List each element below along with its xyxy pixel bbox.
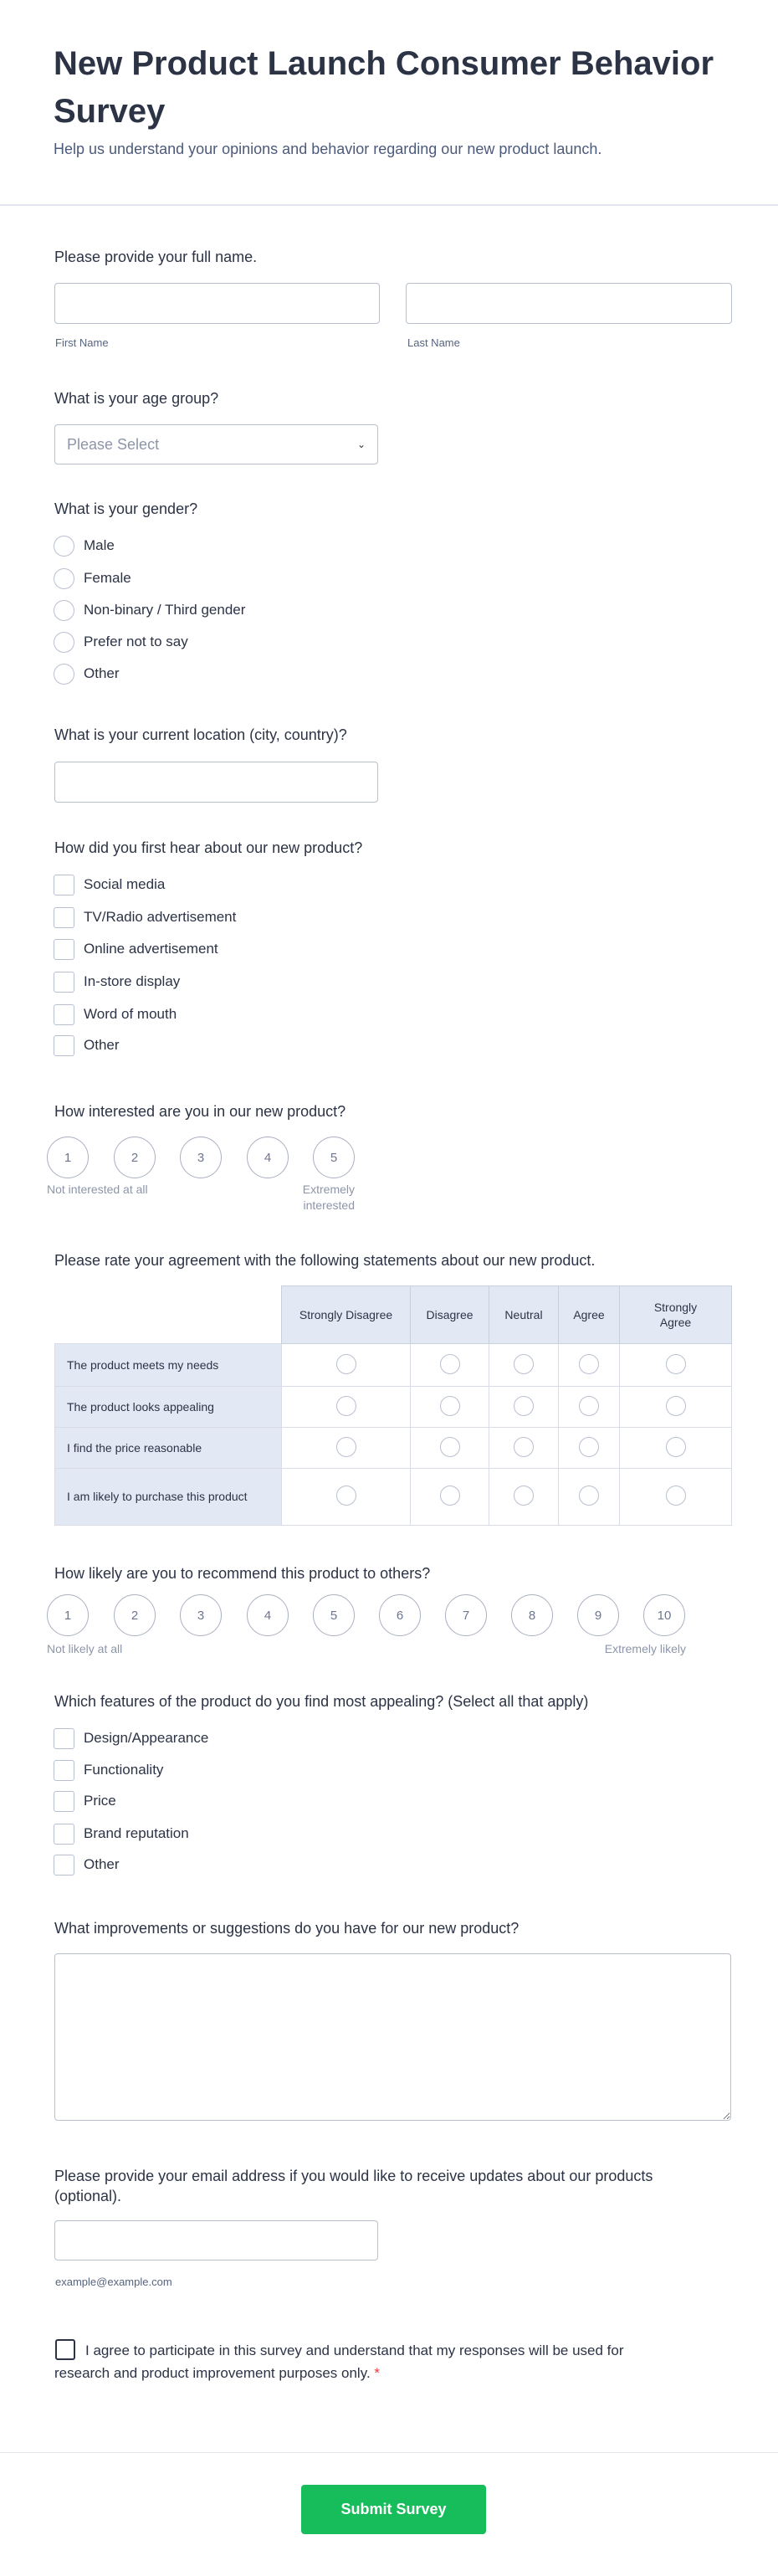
- matrix-radio[interactable]: [666, 1396, 686, 1416]
- source-label: How did you first hear about our new product?: [54, 839, 363, 856]
- checkbox[interactable]: [54, 972, 74, 993]
- page-title: New Product Launch Consumer Behavior Survey: [54, 45, 714, 130]
- matrix-corner: [55, 1286, 282, 1344]
- source-option[interactable]: [54, 1003, 177, 1025]
- matrix-radio[interactable]: [666, 1486, 686, 1506]
- feature-option[interactable]: [54, 1854, 120, 1876]
- matrix-radio[interactable]: [440, 1486, 460, 1506]
- interest-max-label: Extremely interested: [302, 1183, 355, 1212]
- radio-button[interactable]: [54, 600, 74, 621]
- checkbox[interactable]: [54, 939, 74, 960]
- matrix-radio[interactable]: [440, 1354, 460, 1374]
- checkbox[interactable]: [54, 875, 74, 895]
- option-label: Other: [84, 1856, 120, 1872]
- option-label: Design/Appearance: [84, 1730, 209, 1746]
- matrix-column-header: Strongly Agree: [620, 1286, 732, 1344]
- gender-option-male[interactable]: [54, 535, 115, 557]
- recommend-scale-3[interactable]: 3: [180, 1594, 222, 1636]
- checkbox[interactable]: [54, 1004, 74, 1025]
- option-label: Non-binary / Third gender: [84, 602, 246, 618]
- option-label: Brand reputation: [84, 1825, 189, 1841]
- interest-scale-3[interactable]: 3: [180, 1137, 222, 1178]
- age-group-label: What is your age group?: [54, 390, 219, 407]
- matrix-radio[interactable]: [514, 1486, 534, 1506]
- submit-button[interactable]: Submit Survey: [301, 2485, 486, 2534]
- gender-option-other[interactable]: [54, 663, 120, 685]
- source-option[interactable]: [54, 1034, 120, 1056]
- gender-label: What is your gender?: [54, 500, 198, 517]
- recommend-scale-1[interactable]: 1: [47, 1594, 89, 1636]
- matrix-row: [55, 1344, 732, 1387]
- last-name-sublabel: Last Name: [407, 336, 460, 349]
- consent-text: I agree to participate in this survey and understand that my responses will be used for research and product improvement purposes only.: [54, 2343, 624, 2381]
- checkbox[interactable]: [54, 1855, 74, 1876]
- matrix-radio[interactable]: [579, 1486, 599, 1506]
- agreement-matrix: [54, 1285, 732, 1526]
- option-label: Online advertisement: [84, 941, 218, 957]
- radio-button[interactable]: [54, 536, 74, 557]
- recommend-scale-10[interactable]: 10: [643, 1594, 685, 1636]
- gender-option-prefer-not[interactable]: [54, 631, 188, 653]
- interest-scale-5[interactable]: 5: [313, 1137, 355, 1178]
- matrix-radio[interactable]: [579, 1354, 599, 1374]
- interest-label: How interested are you in our new product?: [54, 1103, 346, 1120]
- option-label: Social media: [84, 876, 166, 892]
- radio-button[interactable]: [54, 632, 74, 653]
- option-label: TV/Radio advertisement: [84, 909, 237, 925]
- matrix-row-label: The product meets my needs: [55, 1344, 282, 1387]
- matrix-radio[interactable]: [440, 1396, 460, 1416]
- gender-option-nonbinary[interactable]: [54, 599, 245, 621]
- feature-option[interactable]: [54, 1727, 208, 1749]
- source-option[interactable]: [54, 906, 236, 928]
- checkbox[interactable]: [54, 1035, 74, 1056]
- checkbox[interactable]: [54, 1824, 74, 1845]
- page-subtitle: Help us understand your opinions and behavior regarding our new product launch.: [54, 141, 602, 157]
- option-label: Word of mouth: [84, 1006, 177, 1022]
- matrix-row: [55, 1469, 732, 1526]
- email-input[interactable]: [54, 2220, 378, 2260]
- full-name-label: Please provide your full name.: [54, 249, 258, 265]
- recommend-scale-8[interactable]: 8: [511, 1594, 553, 1636]
- option-label: Price: [84, 1793, 116, 1809]
- chevron-down-icon: ⌄: [356, 439, 366, 450]
- matrix-radio[interactable]: [666, 1437, 686, 1457]
- age-group-placeholder: Please Select: [67, 435, 160, 453]
- improvements-label: What improvements or suggestions do you have for our new product?: [54, 1920, 520, 1937]
- option-label: Other: [84, 1037, 120, 1053]
- matrix-row: [55, 1428, 732, 1469]
- checkbox[interactable]: [54, 1791, 74, 1812]
- gender-option-female[interactable]: [54, 567, 131, 589]
- matrix-radio[interactable]: [514, 1396, 534, 1416]
- improvements-textarea[interactable]: [54, 1953, 731, 2121]
- interest-scale-1[interactable]: 1: [47, 1137, 89, 1178]
- matrix-row-label: The product looks appealing: [55, 1387, 282, 1428]
- required-asterisk: *: [374, 2365, 381, 2381]
- features-label: Which features of the product do you find most appealing? (Select all that apply): [54, 1693, 589, 1710]
- option-label: Male: [84, 537, 115, 553]
- matrix-radio[interactable]: [514, 1437, 534, 1457]
- matrix-radio[interactable]: [336, 1486, 356, 1506]
- first-name-input[interactable]: [54, 283, 380, 324]
- matrix-label: Please rate your agreement with the following statements about our new product.: [54, 1252, 596, 1269]
- feature-option[interactable]: [54, 1790, 116, 1812]
- source-option[interactable]: [54, 874, 165, 895]
- source-option[interactable]: [54, 971, 180, 993]
- matrix-radio[interactable]: [440, 1437, 460, 1457]
- matrix-radio[interactable]: [579, 1396, 599, 1416]
- matrix-radio[interactable]: [336, 1354, 356, 1374]
- recommend-scale-9[interactable]: 9: [577, 1594, 619, 1636]
- interest-scale-2[interactable]: 2: [114, 1137, 156, 1178]
- source-option[interactable]: [54, 938, 218, 960]
- location-input[interactable]: [54, 762, 378, 803]
- recommend-scale-4[interactable]: 4: [247, 1594, 289, 1636]
- option-label: In-store display: [84, 973, 181, 989]
- header-divider: [0, 204, 778, 206]
- option-label: Prefer not to say: [84, 634, 188, 649]
- matrix-row-label: I find the price reasonable: [55, 1428, 282, 1469]
- matrix-radio[interactable]: [336, 1437, 356, 1457]
- age-group-select[interactable]: [54, 424, 378, 464]
- checkbox[interactable]: [54, 1728, 74, 1749]
- checkbox[interactable]: [54, 907, 74, 928]
- matrix-radio[interactable]: [579, 1437, 599, 1457]
- recommend-max-label: Extremely likely: [604, 1642, 686, 1655]
- recommend-scale-5[interactable]: 5: [313, 1594, 355, 1636]
- matrix-radio[interactable]: [336, 1396, 356, 1416]
- interest-min-label: Not interested at all: [47, 1183, 148, 1196]
- option-label: Functionality: [84, 1762, 164, 1778]
- location-label: What is your current location (city, country)?: [54, 726, 347, 743]
- consent-label: [54, 2339, 640, 2384]
- matrix-radio[interactable]: [514, 1354, 534, 1374]
- recommend-label: How likely are you to recommend this product to others?: [54, 1565, 431, 1582]
- checkbox[interactable]: [54, 1760, 74, 1781]
- feature-option[interactable]: [54, 1823, 189, 1845]
- feature-option[interactable]: [54, 1759, 163, 1781]
- recommend-scale-6[interactable]: 6: [379, 1594, 421, 1636]
- email-sublabel: example@example.com: [55, 2276, 172, 2288]
- recommend-scale-2[interactable]: 2: [114, 1594, 156, 1636]
- recommend-scale-7[interactable]: 7: [445, 1594, 487, 1636]
- matrix-column-header: Agree: [559, 1286, 620, 1344]
- matrix-radio[interactable]: [666, 1354, 686, 1374]
- option-label: Female: [84, 570, 131, 586]
- matrix-column-header: Neutral: [489, 1286, 559, 1344]
- radio-button[interactable]: [54, 664, 74, 685]
- matrix-column-header: Disagree: [411, 1286, 489, 1344]
- last-name-input[interactable]: [406, 283, 732, 324]
- matrix-row: [55, 1387, 732, 1428]
- email-label: Please provide your email address if you would like to receive updates about our products (optional).: [54, 2168, 653, 2204]
- first-name-sublabel: First Name: [55, 336, 109, 349]
- radio-button[interactable]: [54, 568, 74, 589]
- matrix-row-label: I am likely to purchase this product: [55, 1469, 282, 1526]
- recommend-min-label: Not likely at all: [47, 1642, 123, 1655]
- option-label: Other: [84, 665, 120, 681]
- interest-scale-4[interactable]: 4: [247, 1137, 289, 1178]
- matrix-column-header: Strongly Disagree: [282, 1286, 411, 1344]
- footer-divider: [0, 2452, 778, 2453]
